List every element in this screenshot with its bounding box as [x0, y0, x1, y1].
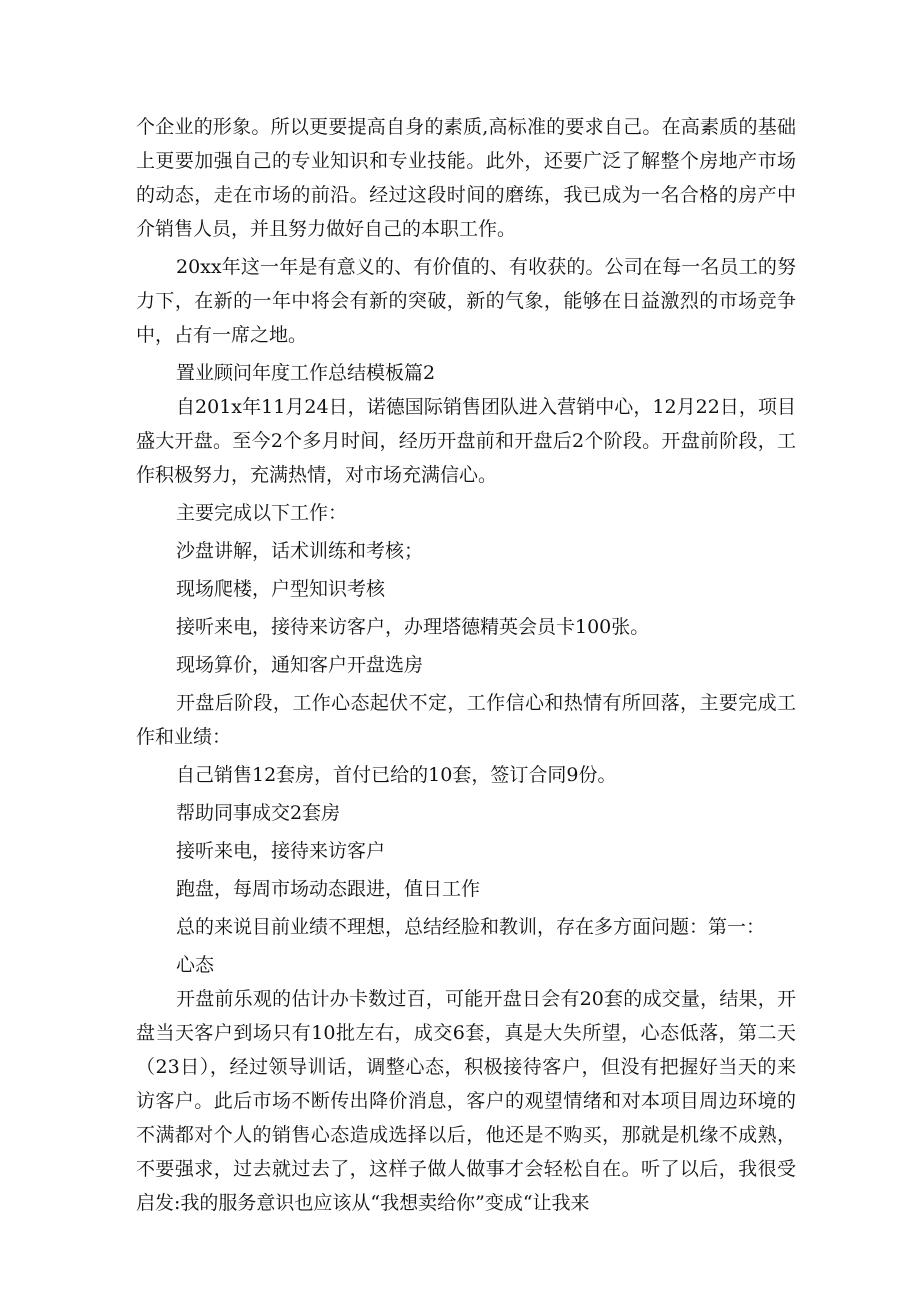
subheading-mindset: 心态 — [176, 954, 215, 976]
paragraph-team-intro: 自201x年11月24日，诺德国际销售团队进入营销中心，12月22日，项目盛大开盘。至今2个多月时间，经历开盘前和开盘后2个阶段。开盘前阶段，工作积极努力，充满热情，对市场充满信心。 — [136, 396, 796, 486]
list-item: 接听来电，接待来访客户 — [176, 840, 386, 862]
list-item: 自己销售12套房，首付已给的10套，签订合同9份。 — [176, 764, 617, 786]
list-item: 接听来电，接待来访客户，办理塔德精英会员卡100张。 — [176, 616, 650, 638]
list-item: 沙盘讲解，话术训练和考核； — [176, 540, 424, 562]
list-heading-pre-opening: 主要完成以下工作： — [176, 502, 348, 524]
list-item: 帮助同事成交2套房 — [176, 802, 341, 824]
section-heading: 置业顾问年度工作总结模板篇2 — [176, 362, 436, 384]
paragraph-mindset-detail: 开盘前乐观的估计办卡数过百，可能开盘日会有20套的成交量，结果，开盘当天客户到场只有10批左右，成交6套，真是大失所望，心态低落，第二天（23日），经过领导训话，调整心态，积极接待客户，但没有把握好当天的来访客户。此后市场不断传出降价消息，客户的观望情绪和对本项目周边环境的不满都对个人的销售心态造成选择以后，他还是不购买，那就是机缘不成熟，不要强求，过去就过去了，这样子做人做事才会轻松自在。听了以后，我很受启发:我的服务意识也应该从“我想卖给你”变成“让我来 — [136, 988, 796, 1214]
paragraph-post-opening: 开盘后阶段，工作心态起伏不定，工作信心和热情有所回落，主要完成工作和业绩： — [136, 692, 796, 748]
paragraph-year-summary: 20xx年这一年是有意义的、有价值的、有收获的。公司在每一名员工的努力下，在新的一年中将会有新的突破，新的气象，能够在日益激烈的市场竞争中，占有一席之地。 — [136, 256, 796, 346]
list-item: 现场爬楼，户型知识考核 — [176, 578, 386, 600]
document-body — [136, 110, 796, 1220]
paragraph-intro-continuation: 个企业的形象。所以更要提高自身的素质,高标准的要求自己。在高素质的基础上更要加强自己的专业知识和专业技能。此外，还要广泛了解整个房地产市场的动态，走在市场的前沿。经过这段时间的磨练，我已成为一名合格的房产中介销售人员，并且努力做好自己的本职工作。 — [136, 116, 796, 240]
list-item: 现场算价，通知客户开盘选房 — [176, 654, 424, 676]
paragraph-summary-lead: 总的来说目前业绩不理想，总结经脸和教训，存在多方面问题：第一： — [176, 916, 766, 938]
list-item: 跑盘，每周市场动态跟进，值日工作 — [176, 878, 481, 900]
